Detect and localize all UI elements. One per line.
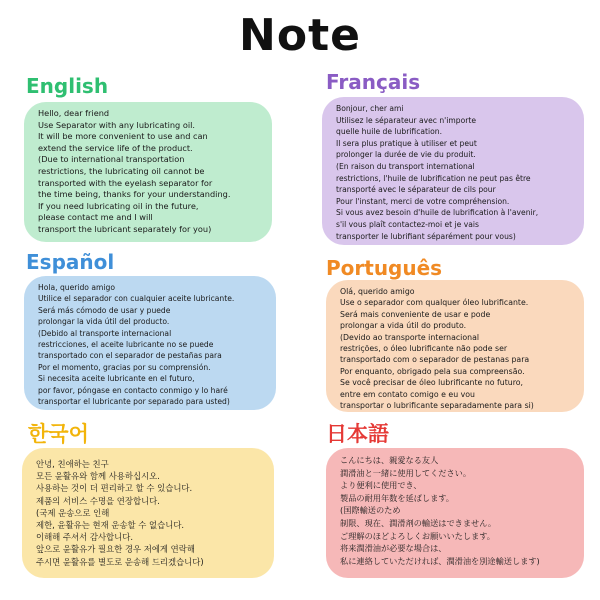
heading-japanese: 日本語 <box>326 422 389 446</box>
card-espanol <box>24 276 276 410</box>
lines-korean <box>36 458 264 568</box>
text-line: transported with the eyelash separator for <box>38 177 213 188</box>
text-line: Será más cómodo de usar y puede <box>38 305 171 315</box>
text-line: 将来潤滑油が必要な場合は、 <box>340 543 447 554</box>
lines-english <box>38 108 262 236</box>
text-line: Si necesita aceite lubricante en el futuro, <box>38 374 195 384</box>
text-line: (Due to international transportation <box>38 154 185 165</box>
text-line: 제품의 서비스 수명을 연장합니다. <box>36 495 160 506</box>
text-line: 앞으로 윤활유가 필요한 경우 저에게 연락해 <box>36 544 195 555</box>
text-line: restrictions, the lubricating oil cannot be <box>38 165 205 176</box>
text-line: transportar el lubricante por separado para usted) <box>38 397 230 407</box>
text-line: the time being, thanks for your understanding. <box>38 189 231 200</box>
text-line: 이해해 주셔서 감사합니다. <box>36 532 133 543</box>
text-line: Use o separador com qualquer óleo lubrificante. <box>340 298 529 308</box>
text-line: 모든 윤활유와 함께 사용하십시오. <box>36 471 160 482</box>
text-line: 製品の耐用年数を延ばします。 <box>340 492 454 503</box>
card-japanese <box>326 448 584 578</box>
text-line: transporter le lubrifiant séparément pour vous) <box>336 231 516 241</box>
text-line: restricciones, el aceite lubricante no se puede <box>38 340 214 350</box>
text-line: Utilice el separador con cualquier aceite lubricante. <box>38 294 235 304</box>
text-line: ご理解のほどよろしくお願いいたします。 <box>340 530 495 541</box>
text-line: (Devido ao transporte internacional <box>340 332 480 342</box>
text-line: 제한, 윤활유는 현재 운송할 수 없습니다. <box>36 520 185 531</box>
page-title: Note <box>239 10 361 61</box>
heading-francais: Français <box>326 70 421 94</box>
text-line: restrictions, l'huile de lubrification ne peut pas être <box>336 173 531 183</box>
card-portugues <box>326 280 584 412</box>
text-line: 안녕, 친애하는 친구 <box>36 459 109 469</box>
text-line: Bonjour, cher ami <box>336 104 404 113</box>
text-line: It will be more convenient to use and can <box>38 131 208 142</box>
text-line: より便利に使用でき、 <box>340 480 422 491</box>
text-line: Hola, querido amigo <box>38 283 115 292</box>
text-line: transporté avec le séparateur de cils pour <box>336 185 496 195</box>
card-francais <box>322 97 584 245</box>
heading-espanol: Español <box>26 250 115 274</box>
text-line: Por enquanto, obrigado pela sua compreensão. <box>340 366 525 376</box>
text-line: 사용하는 것이 더 편리하고 할 수 있습니다. <box>36 483 193 494</box>
card-korean <box>22 448 274 578</box>
text-line: こんにちは、親愛なる友人 <box>340 455 439 465</box>
text-line: Olá, querido amigo <box>340 287 415 296</box>
text-line: 制限、現在、潤滑剤の輸送はできません。 <box>340 517 497 528</box>
lines-portugues <box>340 286 574 411</box>
text-line: (Debido al transporte internacional <box>38 328 172 338</box>
text-line: Hello, dear friend <box>38 108 110 118</box>
text-line: Utilisez le séparateur avec n'importe <box>336 115 477 125</box>
heading-portugues: Português <box>326 256 443 280</box>
text-line: entre em contato comigo e eu vou <box>340 389 475 399</box>
text-line: Si vous avez besoin d'huile de lubrification à l'avenir, <box>336 208 539 218</box>
text-line: Se você precisar de óleo lubrificante no futuro, <box>340 378 523 388</box>
heading-english: English <box>26 74 109 98</box>
text-line: transport the lubricant separately for you) <box>38 223 212 234</box>
text-line: Será mais conveniente de usar e pode <box>340 309 491 319</box>
text-line: extend the service life of the product. <box>38 142 193 153</box>
text-line: prolongar a vida útil do produto. <box>340 321 467 331</box>
text-line: 潤滑油と一緒に使用してください。 <box>340 467 472 478</box>
text-line: transportado com o separador de pestanas para <box>340 355 530 365</box>
lines-japanese <box>340 454 574 567</box>
text-line: (国際輸送のため <box>340 505 401 516</box>
text-line: s'il vous plaît contactez-moi et je vais <box>336 219 479 229</box>
lines-espanol <box>38 282 266 407</box>
text-line: transportar o lubrificante separadamente para si) <box>340 401 534 411</box>
text-line: prolonger la durée de vie du produit. <box>336 150 476 160</box>
text-line: Por el momento, gracias por su comprensión. <box>38 362 211 372</box>
text-line: transportado con el separador de pestañas para <box>38 351 222 361</box>
text-line: If you need lubricating oil in the future, <box>38 200 199 211</box>
text-line: Pour l'instant, merci de votre compréhension. <box>336 196 510 206</box>
text-line: (국제 운송으로 인해 <box>36 507 110 518</box>
heading-korean: 한국어 <box>28 422 89 446</box>
text-line: prolongar la vida útil del producto. <box>38 317 170 327</box>
text-line: 주시면 윤활유를 별도로 운송해 드리겠습니다) <box>36 556 204 567</box>
text-line: please contact me and I will <box>38 212 153 223</box>
lines-francais <box>336 103 574 242</box>
text-line: Il sera plus pratique à utiliser et peut <box>336 138 477 148</box>
text-line: (En raison du transport international <box>336 161 475 171</box>
text-line: por favor, póngase en contacto conmigo y lo haré <box>38 385 228 395</box>
text-line: Use Separator with any lubricating oil. <box>38 119 196 130</box>
text-line: restrições, o óleo lubrificante não pode ser <box>340 344 508 354</box>
text-line: quelle huile de lubrification. <box>336 127 442 137</box>
text-line: 私に連絡していただければ、潤滑油を別途輸送します) <box>340 555 540 566</box>
card-english <box>24 102 272 242</box>
